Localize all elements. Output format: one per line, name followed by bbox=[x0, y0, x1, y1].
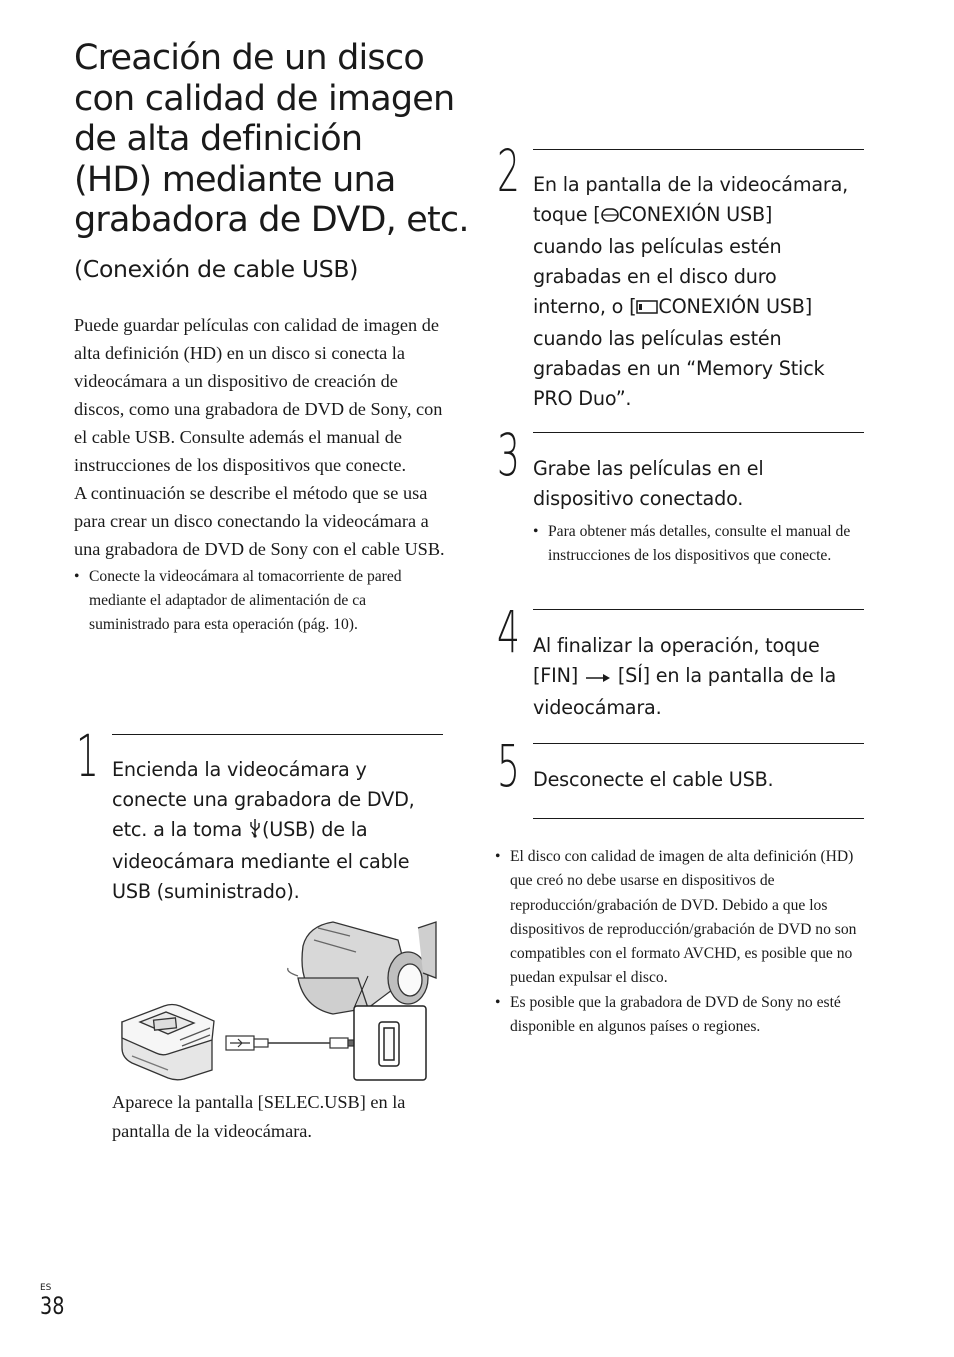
step-number: 3 bbox=[497, 421, 520, 489]
title-line: con calidad de imagen bbox=[74, 78, 455, 119]
step-line: grabadas en el disco duro bbox=[533, 265, 777, 288]
step-line: videocámara. bbox=[533, 696, 662, 719]
dvd-writer-illustration bbox=[122, 1005, 214, 1080]
hard-disk-icon bbox=[601, 202, 619, 232]
title-line: de alta definición bbox=[74, 119, 363, 159]
usb-plug-illustration bbox=[226, 1036, 268, 1050]
step-3-text bbox=[533, 454, 868, 514]
language-code: ES bbox=[40, 1283, 52, 1293]
step-number: 1 bbox=[76, 722, 99, 790]
step-line: etc. a la toma (USB) de la bbox=[112, 815, 447, 847]
step-line: toque [ CONEXIÓN USB] bbox=[533, 200, 868, 232]
step-line: dispositivo conectado. bbox=[533, 487, 744, 510]
footnote-text: El disco con calidad de imagen de alta definición (HD) que creó no debe usarse en dispositivos de reproducción/grabación de DVD. Debido a que los dispositivos de reproducción/grabación de DVD no son compatibles con el formato AVCHD, es posible que no puedan expulsar el disco. bbox=[510, 848, 857, 987]
camcorder-illustration bbox=[288, 922, 436, 1014]
bullet: • bbox=[74, 568, 80, 585]
intro-paragraph: A continuación se describe el método que se usa para crear un disco conectando la videocámara a una grabadora de DVD de Sony con el cable USB. bbox=[74, 483, 445, 559]
step-divider bbox=[112, 734, 443, 735]
step-1-result: Aparece la pantalla [SELEC.USB] en la pantalla de la videocámara. bbox=[112, 1092, 406, 1141]
memory-stick-icon bbox=[636, 294, 658, 324]
bullet: • bbox=[495, 993, 501, 1011]
step-3-note bbox=[533, 520, 868, 568]
page-subtitle: (Conexión de cable USB) bbox=[74, 255, 359, 283]
bullet: • bbox=[495, 848, 501, 865]
step-line: [FIN] [SÍ] en la pantalla de la bbox=[533, 661, 868, 693]
step-number: 2 bbox=[497, 137, 520, 205]
step-line: cuando las películas estén bbox=[533, 235, 782, 258]
step-line: Grabe las películas en el bbox=[533, 457, 764, 480]
title-line: Creación de un disco bbox=[74, 38, 424, 78]
step-divider bbox=[533, 149, 864, 150]
page-title bbox=[74, 38, 474, 241]
step-line: Desconecte el cable USB. bbox=[533, 768, 774, 791]
section-end-divider bbox=[533, 818, 864, 819]
connection-illustration bbox=[118, 918, 438, 1083]
step-line: conecte una grabadora de DVD, bbox=[112, 788, 415, 811]
step-line: videocámara mediante el cable bbox=[112, 850, 410, 873]
page-number: 38 bbox=[40, 1292, 65, 1320]
intro-section bbox=[74, 311, 446, 637]
step-line: USB (suministrado). bbox=[112, 880, 300, 903]
footnote-item bbox=[495, 991, 867, 1040]
step-line: cuando las películas estén bbox=[533, 327, 782, 350]
step-line: PRO Duo”. bbox=[533, 387, 632, 410]
step-number: 4 bbox=[497, 598, 520, 666]
title-line: grabadora de DVD, etc. bbox=[74, 200, 469, 240]
bullet: • bbox=[533, 523, 539, 540]
step-number: 5 bbox=[497, 732, 520, 800]
step-divider bbox=[533, 609, 864, 610]
title-line: (HD) mediante una bbox=[74, 159, 396, 200]
intro-note bbox=[74, 565, 446, 637]
footnote-item bbox=[495, 845, 867, 991]
step-line: Encienda la videocámara y bbox=[112, 758, 367, 781]
right-arrow-icon bbox=[584, 663, 612, 693]
note-text: Conecte la videocámara al tomacorriente de pared mediante el adaptador de alimentación de ca suministrado para esta operación (pág. 10). bbox=[89, 568, 402, 633]
step-5-text bbox=[533, 765, 868, 795]
note-text: Para obtener más detalles, consulte el manual de instrucciones de los dispositivos que conecte. bbox=[548, 523, 851, 564]
intro-paragraph: Puede guardar películas con calidad de imagen de alta definición (HD) en un disco si conecta la videocámara a un dispositivo de creación de discos, como una grabadora de DVD de Sony, con el cable USB. Consulte además el manual de instrucciones de los dispositivos que conecte. bbox=[74, 315, 443, 475]
step-2-text bbox=[533, 170, 868, 414]
step-4-text bbox=[533, 631, 868, 723]
step-divider bbox=[533, 743, 864, 744]
step-line: grabadas en un “Memory Stick bbox=[533, 357, 825, 380]
footnotes bbox=[495, 845, 867, 1039]
footnote-text: Es posible que la grabadora de DVD de Sony no esté disponible en algunos países o regiones. bbox=[510, 993, 841, 1036]
step-divider bbox=[533, 432, 864, 433]
step-line: interno, o [ CONEXIÓN USB] bbox=[533, 292, 868, 324]
step-line: En la pantalla de la videocámara, bbox=[533, 173, 849, 196]
step-line: Al finalizar la operación, toque bbox=[533, 634, 820, 657]
step-1-text bbox=[112, 755, 447, 907]
usb-icon bbox=[248, 817, 262, 847]
